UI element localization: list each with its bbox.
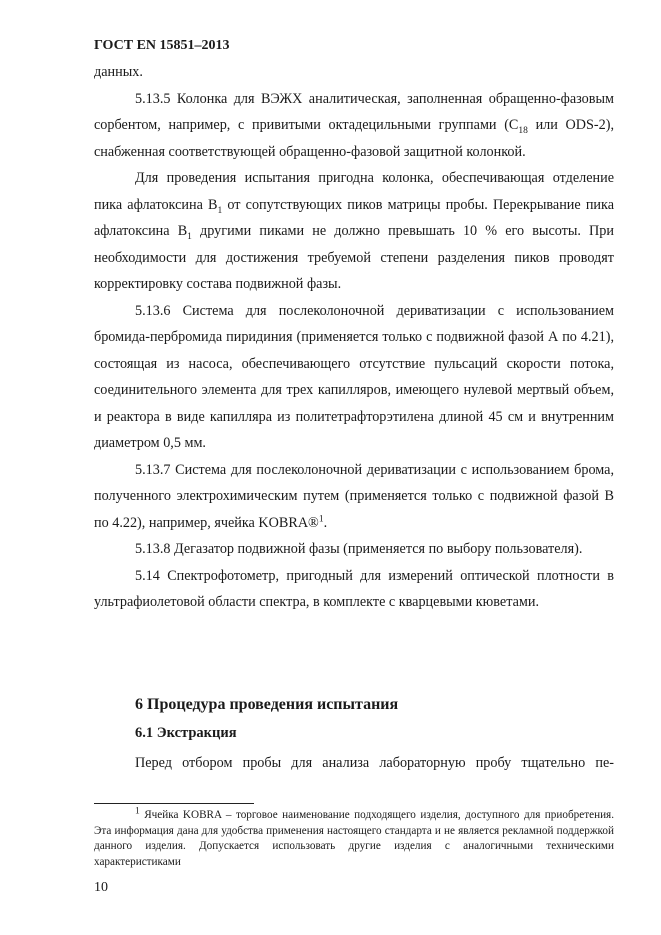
paragraph-6-1: Перед отбором пробы для анализа лабораторную пробу тщательно пе- xyxy=(135,755,614,771)
document-header: ГОСТ EN 15851–2013 xyxy=(94,38,230,53)
footnote xyxy=(94,808,614,870)
footnote-ref: 1 xyxy=(318,513,324,524)
p2-subscript-1: 1 xyxy=(217,205,223,216)
p1-text-b: или ODS-2), снабженная соответствующей обращенно-фазовой защитной колонкой. xyxy=(94,117,614,160)
footnote-rule xyxy=(94,803,254,804)
p1-text-a: 5.13.5 Колонка для ВЭЖХ аналитическая, заполненная обращенно-фазовым сорбентом, например, с привитыми октадецильными группами (C xyxy=(94,90,614,133)
footnote-marker: 1 xyxy=(135,806,140,817)
paragraph-5-13-8: 5.13.8 Дегазатор подвижной фазы (применяется по выбору пользователя). xyxy=(135,541,583,557)
section-body xyxy=(94,750,614,777)
body-text xyxy=(94,59,614,616)
p4-text-a: 5.13.7 Система для послеколоночной дериватизации с использованием брома, полученного электрохимическим путем (применяется только с подвижной фазой В по 4.22), например, ячейка KOBRA® xyxy=(94,461,614,531)
paragraph-column-requirements xyxy=(94,165,614,298)
p2-text-a: Для проведения испытания пригодна колонка, обеспечивающая отделение пика афлатоксина B xyxy=(94,170,614,213)
paragraph-5-13-7 xyxy=(94,457,614,537)
p2-text-c: другими пиками не должно превышать 10 % его высоты. При необходимости для достижения требуемой степени разделения пиков проводят корректировку состава подвижной фазы. xyxy=(94,223,614,292)
paragraph-5-13-6: 5.13.6 Система для послеколоночной дериватизации с использованием бромида-пербромида пиридиния (применяется только с подвижной фазой А по 4.21), состоящая из насоса, обеспечивающего отсутствие пульсаций скорости потока, соединительного элемента для трех капилляров, имеющего нулевой мертвый объем, и реактора в виде капилляра из политетрафторэтилена длиной 45 см и внутренним диаметром 0,5 мм. xyxy=(94,302,614,451)
p1-subscript: 18 xyxy=(518,125,528,136)
subsection-heading: 6.1 Экстракция xyxy=(135,725,237,741)
p2-subscript-2: 1 xyxy=(187,231,192,242)
section-heading: 6 Процедура проведения испытания xyxy=(135,696,399,713)
footnote-text: Ячейка KOBRA – торговое наименование подходящего изделия, доступного для приобретения. Эта информация дана для удобства применения настоящего стандарта и не является рекламной поддержкой данного изделия. Допускается использовать другие изделия с аналогичными техническими характеристиками xyxy=(94,809,614,868)
page-number: 10 xyxy=(94,880,108,895)
paragraph-5-14: 5.14 Спектрофотометр, пригодный для измерений оптической плотности в ультрафиолетовой области спектра, в комплекте с кварцевыми кюветами. xyxy=(94,567,614,610)
p2-text-b: от сопутствующих пиков матрицы пробы. Перекрывание пика афлатоксина B xyxy=(94,196,614,239)
p4-text-b: . xyxy=(323,514,328,531)
paragraph-5-13-5 xyxy=(94,86,614,166)
paragraph-continuation: данных. xyxy=(94,64,143,80)
